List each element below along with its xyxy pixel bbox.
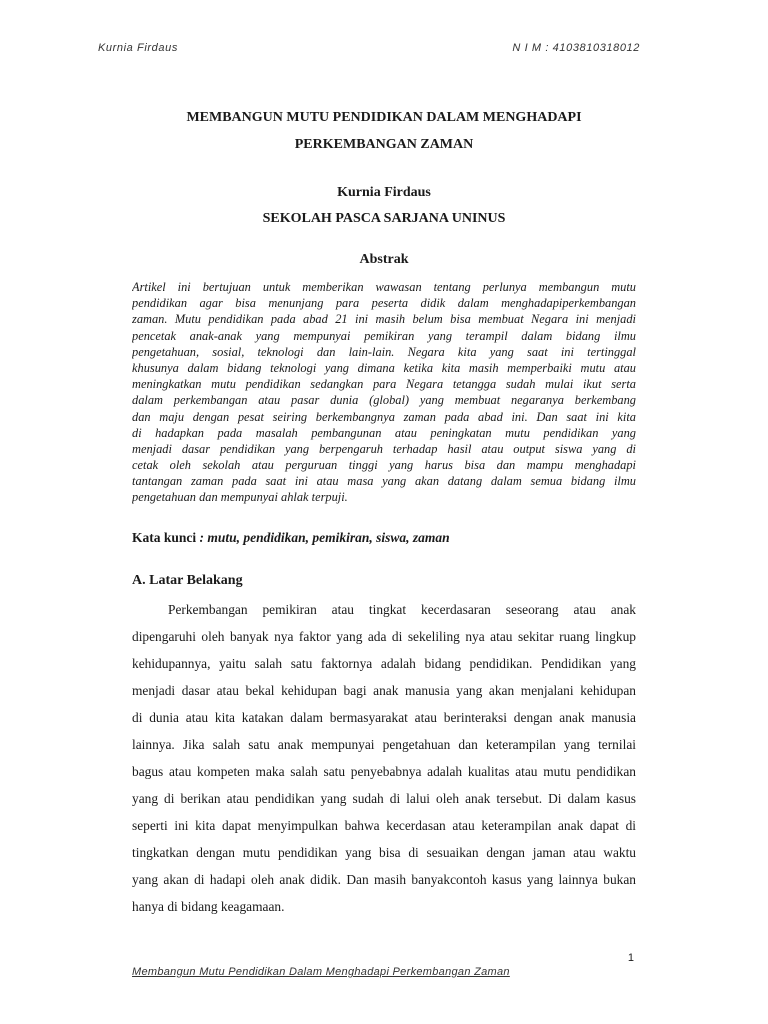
abstract-line: meningkatkan mutu pendidikan sedangkan para Negara tetangga sudah mulai ikut serta — [132, 377, 636, 392]
abstract-heading: Abstrak — [359, 252, 409, 267]
header-author: Kurnia Firdaus — [98, 42, 178, 54]
running-footer: Membangun Mutu Pendidikan Dalam Menghadapi Perkembangan Zaman — [132, 966, 510, 978]
body-line: Perkembangan pemikiran atau tingkat kecerdasaran seseorang atau anak — [168, 602, 636, 617]
abstract-line: cetak oleh sekolah atau perguruan tinggi yang harus bisa dan mampu menghadapi — [132, 458, 636, 473]
page-number: 1 — [627, 952, 634, 964]
body-line: menjadi dasar atau bekal kehidupan bagi anak manusia yang akan menjalani kehidupan — [132, 683, 636, 698]
body-line: seperti ini kita dapat menyimpulkan bahwa kecerdasan atau keterampilan anak dapat di — [132, 818, 636, 833]
abstract-line: tantangan zaman pada saat ini atau masa yang akan datang dalam semua bidang ilmu — [132, 474, 636, 489]
abstract-line: di hadapkan pada masalah pembangunan atau peningkatan mutu pendidikan yang — [132, 425, 636, 440]
body-line: tingkatkan dengan mutu pendidikan yang bisa di sesuaikan dengan jaman atau waktu — [132, 845, 636, 860]
author-name: Kurnia Firdaus — [337, 185, 431, 200]
keywords-label: Kata kunci — [132, 530, 197, 545]
abstract-line: pencetak anak-anak yang mempunyai pemikiran yang terampil dalam bidang ilmu — [132, 328, 636, 343]
keywords-values: : mutu, pendidikan, pemikiran, siswa, zaman — [196, 530, 450, 545]
keywords — [132, 530, 450, 546]
section-heading: A. Latar Belakang — [132, 573, 243, 588]
body-line: kehidupannya, yaitu salah satu faktornya adalah bidang pendidikan. Pendidikan yang — [132, 656, 636, 671]
body-line: hanya di bidang keagamaan. — [132, 899, 285, 914]
abstract-line: menjadi dasar pendidikan yang berpengaruh terhadap hasil atau output siswa yang di — [132, 441, 636, 456]
abstract-body — [132, 279, 636, 506]
header-student-id: N I M : 4103810318012 — [512, 42, 640, 54]
abstract-line: Artikel ini bertujuan untuk memberikan wawasan tentang perlunya membangun mutu — [132, 280, 636, 294]
author-affiliation: SEKOLAH PASCA SARJANA UNINUS — [262, 211, 506, 226]
title-line-1: MEMBANGUN MUTU PENDIDIKAN DALAM MENGHADAPI — [186, 110, 582, 125]
abstract-line: pengetahuan, sosial, teknologi dan lain-lain. Negara kita yang saat ini tertinggal — [132, 344, 636, 359]
body-line: di dunia atau kita katakan dalam bermasyarakat atau berinteraksi dengan anak manusia — [132, 710, 636, 725]
body-line: dipengaruhi oleh banyak nya faktor yang ada di sekeliling nya atau sekitar ruang lingkup — [132, 629, 636, 644]
section-body — [132, 596, 636, 920]
abstract-line: zaman. Mutu pendidikan pada abad 21 ini masih belum bisa membuat Negara ini menjadi — [132, 312, 636, 327]
abstract-line: dan maju dengan pesat seiring berkembangnya zaman pada abad ini. Dan saat ini kita — [132, 409, 636, 424]
body-line: yang di berikan atau pendidikan yang sudah di lalui oleh anak tersebut. Di dalam kasus — [132, 791, 636, 806]
abstract-line: dalam perkembangan atau pasar dunia (global) yang membuat negaranya berkembang — [132, 393, 636, 408]
abstract-line: pengetahuan dan mempunyai ahlak terpuji. — [132, 490, 348, 505]
paper-title — [98, 104, 670, 158]
abstract-line: pendidikan agar bisa menunjang para peserta didik dalam menghadapiperkembangan — [132, 296, 636, 311]
body-line: bagus atau kompeten maka salah satu penyebabnya adalah kualitas atau mutu pendidikan — [132, 764, 636, 779]
author-block — [98, 180, 670, 232]
title-line-2: PERKEMBANGAN ZAMAN — [294, 137, 474, 152]
abstract-line: khusunya dalam bidang teknologi yang dimana ketika kita masih memperbaiki mutu atau — [132, 360, 636, 375]
body-line: yang akan di hadapi oleh anak didik. Dan masih banyakcontoh kasus yang lainnya bukan — [132, 872, 636, 887]
body-line: lainnya. Jika salah satu anak mempunyai pengetahuan dan keterampilan yang ternilai — [132, 737, 636, 752]
